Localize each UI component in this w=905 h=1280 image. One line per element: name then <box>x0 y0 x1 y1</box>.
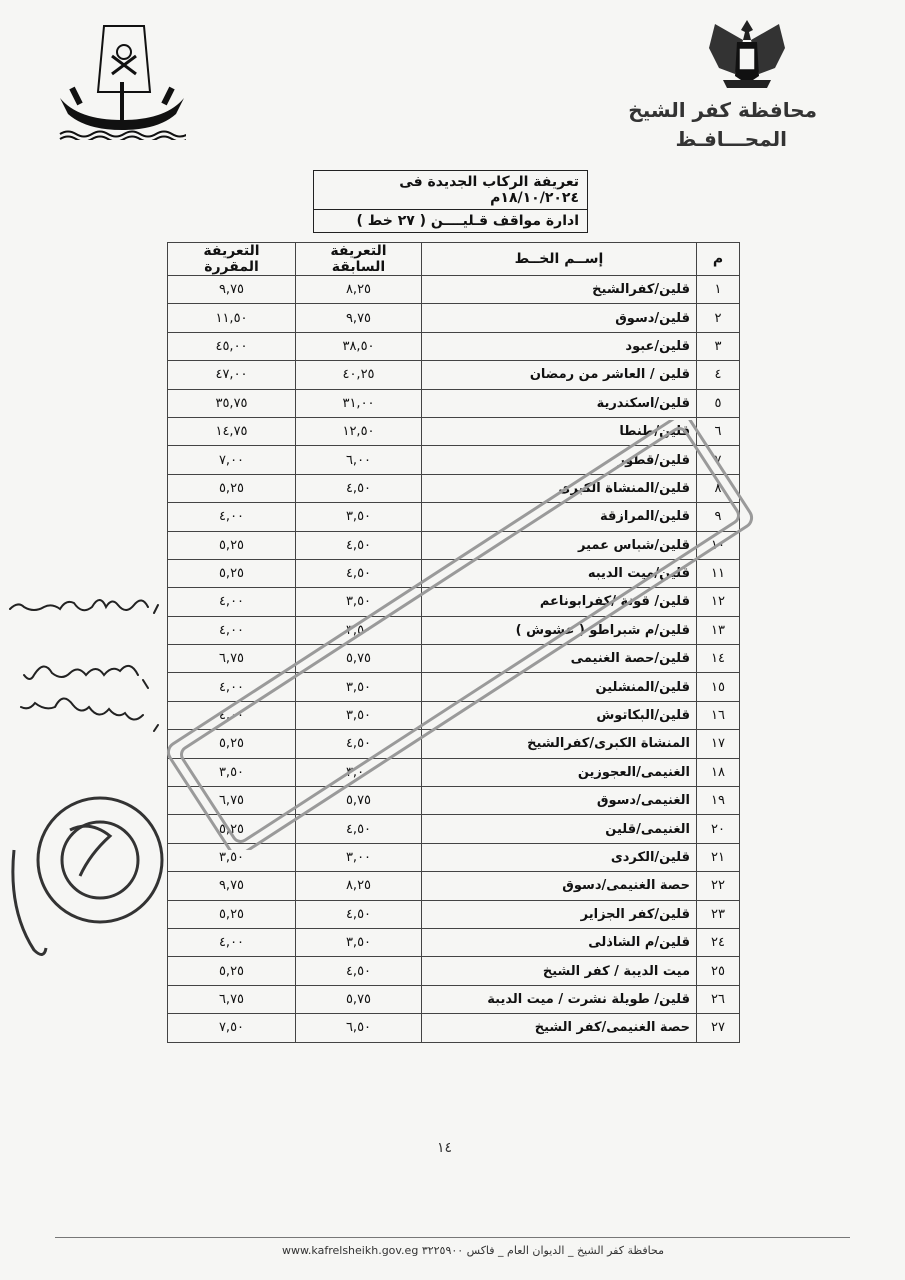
row-number: ١٦ <box>697 701 740 729</box>
new-fare: ٥,٢٥ <box>168 900 296 928</box>
fare-table-row <box>168 332 740 360</box>
footer-divider <box>55 1237 850 1238</box>
route-name: ميت الديبة / كفر الشيخ <box>422 957 697 985</box>
previous-fare: ٣٨,٥٠ <box>296 332 422 360</box>
fare-table-row <box>168 446 740 474</box>
route-name: قلين/شباس عمير <box>422 531 697 559</box>
new-fare: ٣,٥٠ <box>168 758 296 786</box>
new-fare: ٤,٠٠ <box>168 503 296 531</box>
fare-table-header-row <box>168 243 740 276</box>
header-new-fare: التعريفة المقررة <box>168 243 296 276</box>
fare-table-row <box>168 900 740 928</box>
previous-fare: ٣,٥٠ <box>296 673 422 701</box>
handwritten-notes <box>8 585 168 745</box>
row-number: ١١ <box>697 559 740 587</box>
fare-table-row <box>168 304 740 332</box>
fare-table-row <box>168 559 740 587</box>
fare-table-row <box>168 503 740 531</box>
fare-table <box>167 242 740 1043</box>
previous-fare: ٣,٠٠ <box>296 843 422 871</box>
new-fare: ٤٧,٠٠ <box>168 361 296 389</box>
row-number: ٥ <box>697 389 740 417</box>
eagle-coat-of-arms-icon <box>705 18 790 98</box>
previous-fare: ٣,٥٠ <box>296 588 422 616</box>
row-number: ٢٦ <box>697 985 740 1013</box>
row-number: ٤ <box>697 361 740 389</box>
page-number: ١٤ <box>437 1140 453 1156</box>
previous-fare: ٣,٥٠ <box>296 616 422 644</box>
footer-contact: محافظة كفر الشيخ _ الديوان العام _ فاكس ٣٢٢٥٩٠٠ www.kafrelsheikh.gov.eg <box>281 1244 664 1257</box>
route-name: قلين/المرازقة <box>422 503 697 531</box>
row-number: ١ <box>697 276 740 304</box>
previous-fare: ٤,٥٠ <box>296 474 422 502</box>
new-fare: ٩,٧٥ <box>168 872 296 900</box>
row-number: ٨ <box>697 474 740 502</box>
new-fare: ٤,٠٠ <box>168 701 296 729</box>
new-fare: ٤,٠٠ <box>168 616 296 644</box>
previous-fare: ٤,٥٠ <box>296 957 422 985</box>
fare-table-row <box>168 957 740 985</box>
route-name: قلين/م شبراطو ( عشوش ) <box>422 616 697 644</box>
row-number: ٢٣ <box>697 900 740 928</box>
governor-title: المحـــافـظ <box>675 127 787 151</box>
row-number: ٢١ <box>697 843 740 871</box>
governorate-emblem-icon <box>58 22 186 140</box>
previous-fare: ٣,٠٠ <box>296 758 422 786</box>
row-number: ١٤ <box>697 645 740 673</box>
route-name: قلين/المنشلين <box>422 673 697 701</box>
route-name: قلين/اسكندرية <box>422 389 697 417</box>
route-name: الغنيمى/دسوق <box>422 787 697 815</box>
new-fare: ٤,٠٠ <box>168 588 296 616</box>
route-name: حصة الغنيمى/كفر الشيخ <box>422 1014 697 1042</box>
fare-table-row <box>168 474 740 502</box>
row-number: ٧ <box>697 446 740 474</box>
fare-table-row <box>168 588 740 616</box>
new-fare: ٦,٧٥ <box>168 645 296 673</box>
fare-table-row <box>168 843 740 871</box>
new-fare: ٤,٠٠ <box>168 928 296 956</box>
fare-table-row <box>168 758 740 786</box>
fare-table-row <box>168 616 740 644</box>
new-fare: ٣,٥٠ <box>168 843 296 871</box>
row-number: ٢٥ <box>697 957 740 985</box>
row-number: ١٨ <box>697 758 740 786</box>
row-number: ١٣ <box>697 616 740 644</box>
document-title-box <box>313 170 588 233</box>
official-seal-stamp <box>0 770 175 965</box>
route-name: قلين/ قونة /كفرابوناعم <box>422 588 697 616</box>
new-fare: ٦,٧٥ <box>168 787 296 815</box>
previous-fare: ٤,٥٠ <box>296 900 422 928</box>
route-name: قلين/قطور <box>422 446 697 474</box>
row-number: ٢٠ <box>697 815 740 843</box>
route-name: قلين/البكاتوش <box>422 701 697 729</box>
row-number: ٢٧ <box>697 1014 740 1042</box>
header-route: إســم الخــط <box>422 243 697 276</box>
previous-fare: ٣١,٠٠ <box>296 389 422 417</box>
route-name: الغنيمى/قلين <box>422 815 697 843</box>
fare-table-row <box>168 389 740 417</box>
previous-fare: ٥,٧٥ <box>296 787 422 815</box>
route-name: قلين/طنطا <box>422 417 697 445</box>
fare-table-row <box>168 985 740 1013</box>
row-number: ٩ <box>697 503 740 531</box>
route-name: قلين/الكردى <box>422 843 697 871</box>
route-name: قلين/م الشاذلى <box>422 928 697 956</box>
new-fare: ٩,٧٥ <box>168 276 296 304</box>
new-fare: ٥,٢٥ <box>168 730 296 758</box>
fare-table-row <box>168 787 740 815</box>
fare-table-row <box>168 1014 740 1042</box>
new-fare: ٥,٢٥ <box>168 957 296 985</box>
route-name: حصة الغنيمى/دسوق <box>422 872 697 900</box>
previous-fare: ٣,٥٠ <box>296 928 422 956</box>
fare-table-body <box>168 276 740 1043</box>
fare-table-row <box>168 872 740 900</box>
previous-fare: ٩,٧٥ <box>296 304 422 332</box>
route-name: قلين/عبود <box>422 332 697 360</box>
fare-table-row <box>168 276 740 304</box>
previous-fare: ٥,٧٥ <box>296 645 422 673</box>
new-fare: ٥,٢٥ <box>168 531 296 559</box>
new-fare: ٥,٢٥ <box>168 815 296 843</box>
fare-table-row <box>168 673 740 701</box>
governorate-name: محافظة كفر الشيخ <box>628 98 817 122</box>
fare-table-row <box>168 531 740 559</box>
new-fare: ٤,٠٠ <box>168 673 296 701</box>
new-fare: ١١,٥٠ <box>168 304 296 332</box>
new-fare: ٣٥,٧٥ <box>168 389 296 417</box>
route-name: قلين/ميت الديبه <box>422 559 697 587</box>
route-name: قلين/كفر الجزاير <box>422 900 697 928</box>
previous-fare: ٦,٥٠ <box>296 1014 422 1042</box>
previous-fare: ٨,٢٥ <box>296 872 422 900</box>
row-number: ٢ <box>697 304 740 332</box>
previous-fare: ٣,٥٠ <box>296 503 422 531</box>
new-fare: ٧,٥٠ <box>168 1014 296 1042</box>
fare-table-row <box>168 417 740 445</box>
row-number: ٣ <box>697 332 740 360</box>
document-title: تعريفة الركاب الجديدة فى ١٨/١٠/٢٠٢٤م <box>314 171 587 210</box>
new-fare: ١٤,٧٥ <box>168 417 296 445</box>
fare-table-row <box>168 928 740 956</box>
previous-fare: ٦,٠٠ <box>296 446 422 474</box>
route-name: قلين/دسوق <box>422 304 697 332</box>
row-number: ١٠ <box>697 531 740 559</box>
previous-fare: ٤,٥٠ <box>296 815 422 843</box>
previous-fare: ٤,٥٠ <box>296 730 422 758</box>
fare-table-row <box>168 701 740 729</box>
previous-fare: ٤,٥٠ <box>296 531 422 559</box>
previous-fare: ٣,٥٠ <box>296 701 422 729</box>
new-fare: ٦,٧٥ <box>168 985 296 1013</box>
fare-table-row <box>168 361 740 389</box>
fare-table-row <box>168 815 740 843</box>
new-fare: ٥,٢٥ <box>168 474 296 502</box>
previous-fare: ١٢,٥٠ <box>296 417 422 445</box>
row-number: ١٢ <box>697 588 740 616</box>
route-name: قلين/كفرالشيخ <box>422 276 697 304</box>
previous-fare: ٨,٢٥ <box>296 276 422 304</box>
document-subtitle: ادارة مواقف قـليــــن ( ٢٧ خط ) <box>356 213 579 229</box>
previous-fare: ٤٠,٢٥ <box>296 361 422 389</box>
row-number: ٢٤ <box>697 928 740 956</box>
previous-fare: ٥,٧٥ <box>296 985 422 1013</box>
fare-table-row <box>168 730 740 758</box>
header-number: م <box>697 243 740 276</box>
route-name: قلين/المنشاة الكبرى <box>422 474 697 502</box>
route-name: قلين / العاشر من رمضان <box>422 361 697 389</box>
fare-table-row <box>168 645 740 673</box>
new-fare: ٧,٠٠ <box>168 446 296 474</box>
header-previous-fare: التعريفة السابقة <box>296 243 422 276</box>
route-name: المنشاة الكبرى/كفرالشيخ <box>422 730 697 758</box>
row-number: ١٧ <box>697 730 740 758</box>
new-fare: ٤٥,٠٠ <box>168 332 296 360</box>
route-name: الغنيمى/العجوزين <box>422 758 697 786</box>
row-number: ٦ <box>697 417 740 445</box>
previous-fare: ٤,٥٠ <box>296 559 422 587</box>
new-fare: ٥,٢٥ <box>168 559 296 587</box>
route-name: قلين/حصة الغنيمى <box>422 645 697 673</box>
route-name: قلين/ طويلة نشرت / ميت الديبة <box>422 985 697 1013</box>
row-number: ١٥ <box>697 673 740 701</box>
row-number: ٢٢ <box>697 872 740 900</box>
row-number: ١٩ <box>697 787 740 815</box>
